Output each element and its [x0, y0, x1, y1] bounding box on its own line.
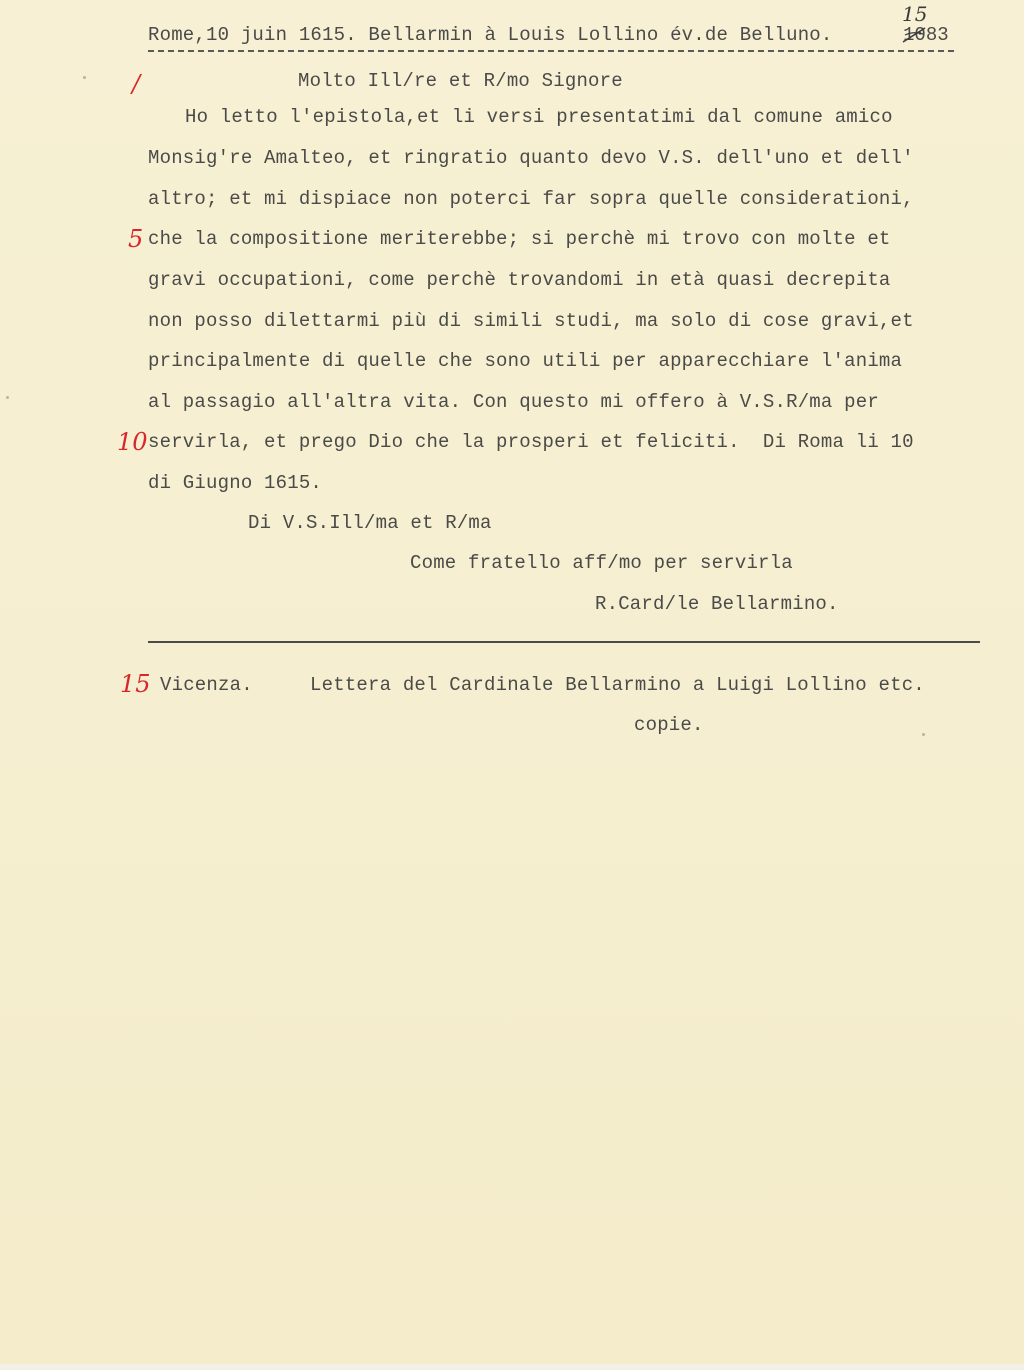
page-number-rest: 83 — [925, 24, 949, 46]
body-line: di Giugno 1615. — [148, 472, 323, 494]
footer-divider — [148, 641, 980, 643]
body-line: altro; et mi dispiace non poterci far sopra quelle considerationi, — [148, 188, 914, 210]
footer-note: copie. — [634, 714, 704, 736]
header-title: Rome,10 juin 1615. Bellarmin à Louis Lollino év.de Belluno. — [148, 24, 833, 46]
body-line: gravi occupationi, come perchè trovandomi in età quasi decrepita — [148, 269, 891, 291]
line-number-15: 15 — [120, 670, 151, 698]
footer-description: Lettera del Cardinale Bellarmino a Luigi Lollino etc. — [310, 674, 925, 696]
body-line: servirla, et prego Dio che la prosperi et feliciti. Di Roma li 10 — [148, 431, 914, 453]
line-number-5: 5 — [128, 225, 144, 253]
line-number-10: 10 — [117, 428, 148, 456]
line-number-1: / — [132, 70, 141, 98]
header-divider — [148, 50, 954, 52]
closing-formula: Di V.S.Ill/ma et R/ma — [248, 512, 492, 534]
page-number-struck: 10 — [903, 24, 926, 46]
footer-place: Vicenza. — [160, 674, 253, 696]
body-line: al passagio all'altra vita. Con questo mi offero à V.S.R/ma per — [148, 391, 879, 413]
strike-mark — [901, 26, 927, 44]
page-number — [903, 24, 949, 46]
paper-speck — [83, 76, 86, 79]
body-line: che la compositione meriterebbe; si perchè mi trovo con molte et — [148, 228, 891, 250]
scan-edge — [0, 1364, 1024, 1370]
body-line: Monsig're Amalteo, et ringratio quanto devo V.S. dell'uno et dell' — [148, 147, 914, 169]
body-line: Ho letto l'epistola,et li versi presentatimi dal comune amico — [185, 106, 893, 128]
salutation: Molto Ill/re et R/mo Signore — [298, 70, 623, 92]
signature: R.Card/le Bellarmino. — [595, 593, 839, 615]
closing-phrase: Come fratello aff/mo per servirla — [410, 552, 793, 574]
body-line: non posso dilettarmi più di simili studi, ma solo di cose gravi,et — [148, 310, 914, 332]
page-number-handwritten: 15 — [902, 2, 928, 26]
body-line: principalmente di quelle che sono utili per apparecchiare l'anima — [148, 350, 903, 372]
paper-speck — [6, 396, 9, 399]
paper-speck — [922, 733, 925, 736]
